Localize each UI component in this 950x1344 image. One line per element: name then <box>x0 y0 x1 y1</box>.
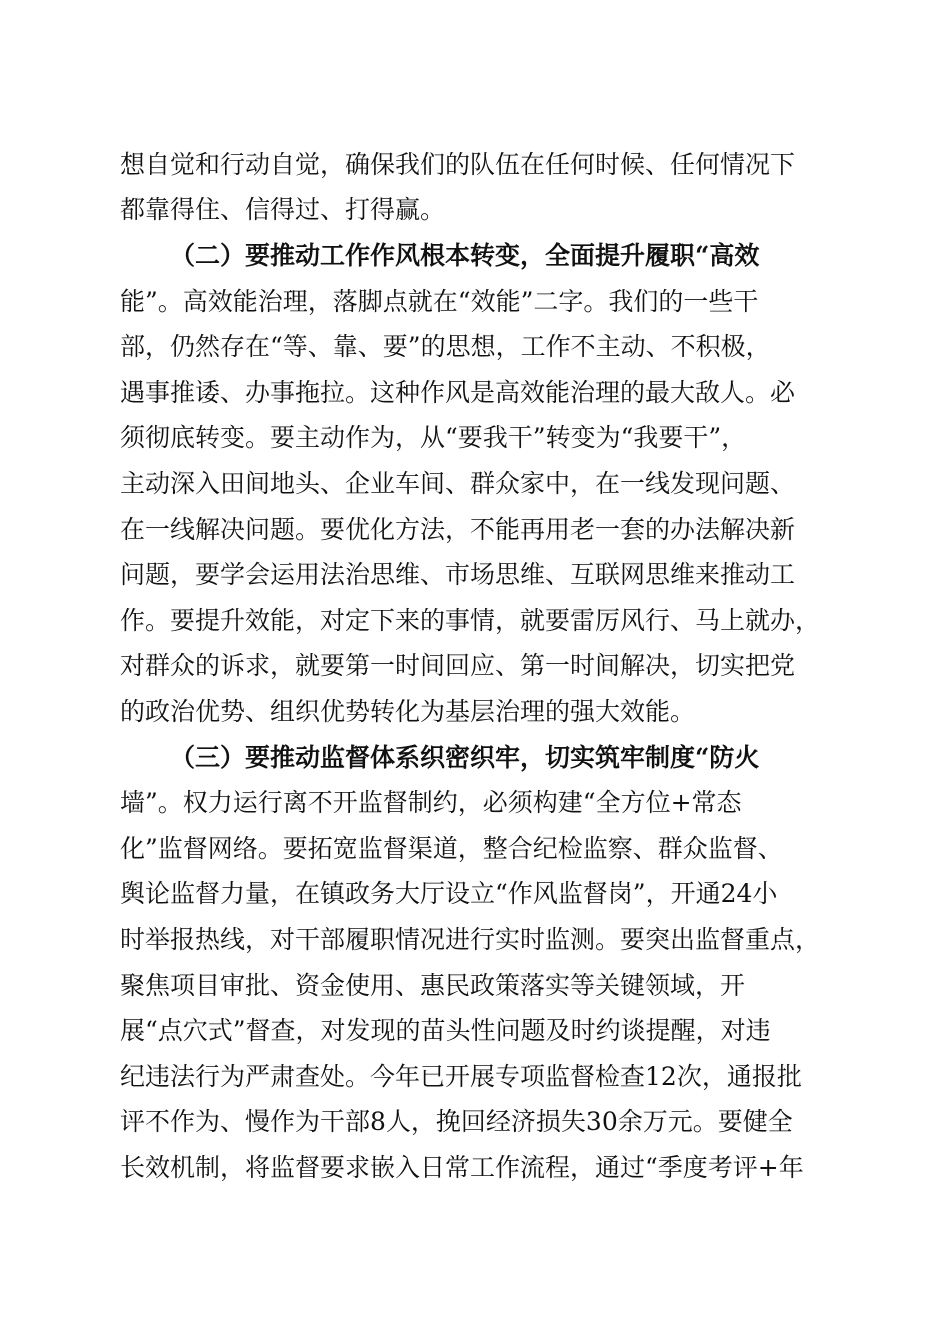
text-line: 展“点穴式”督查，对发现的苗头性问题及时约谈提醒，对违 <box>120 1016 771 1045</box>
text-line: 的政治优势、组织优势转化为基层治理的强大效能。 <box>120 697 696 726</box>
text-line: 在一线解决问题。要优化方法，不能再用老一套的办法解决新 <box>120 515 796 544</box>
text-line: 纪违法行为严肃查处。今年已开展专项监督检查12次，通报批 <box>120 1062 802 1091</box>
section-heading-2: （二）要推动工作作风根本转变，全面提升履职“高效 <box>170 241 760 270</box>
text-line: 问题，要学会运用法治思维、市场思维、互联网思维来推动工 <box>120 560 796 589</box>
text-line: 化”监督网络。要拓宽监督渠道，整合纪检监察、群众监督、 <box>120 834 783 863</box>
text-line: 能”。高效能治理，落脚点就在“效能”二字。我们的一些干 <box>120 287 759 316</box>
text-line: 墙”。权力运行离不开监督制约，必须构建“全方位+常态 <box>120 788 742 817</box>
text-line: 对群众的诉求，就要第一时间回应、第一时间解决，切实把党 <box>120 651 796 680</box>
text-line: 想自觉和行动自觉，确保我们的队伍在任何时候、任何情况下 <box>120 150 796 179</box>
text-line: 舆论监督力量，在镇政务大厅设立“作风监督岗”，开通24小 <box>120 879 778 908</box>
text-line: 须彻底转变。要主动作为，从“要我干”转变为“我要干”， <box>120 423 747 452</box>
text-line: 时举报热线，对干部履职情况进行实时监测。要突出监督重点， <box>120 925 821 954</box>
text-line: 聚焦项目审批、资金使用、惠民政策落实等关键领域，开 <box>120 971 746 1000</box>
text-line: 长效机制，将监督要求嵌入日常工作流程，通过“季度考评+年 <box>120 1153 804 1182</box>
text-line: 都靠得住、信得过、打得赢。 <box>120 195 446 224</box>
text-line: 部，仍然存在“等、靠、要”的思想，工作不主动、不积极， <box>120 332 771 361</box>
text-line: 评不作为、慢作为干部8人，挽回经济损失30余万元。要健全 <box>120 1107 793 1136</box>
section-heading-3: （三）要推动监督体系织密织牢，切实筑牢制度“防火 <box>170 743 760 772</box>
text-line: 主动深入田间地头、企业车间、群众家中，在一线发现问题、 <box>120 469 796 498</box>
text-line: 作。要提升效能，对定下来的事情，就要雷厉风行、马上就办， <box>120 606 821 635</box>
text-line: 遇事推诿、办事拖拉。这种作风是高效能治理的最大敌人。必 <box>120 378 796 407</box>
